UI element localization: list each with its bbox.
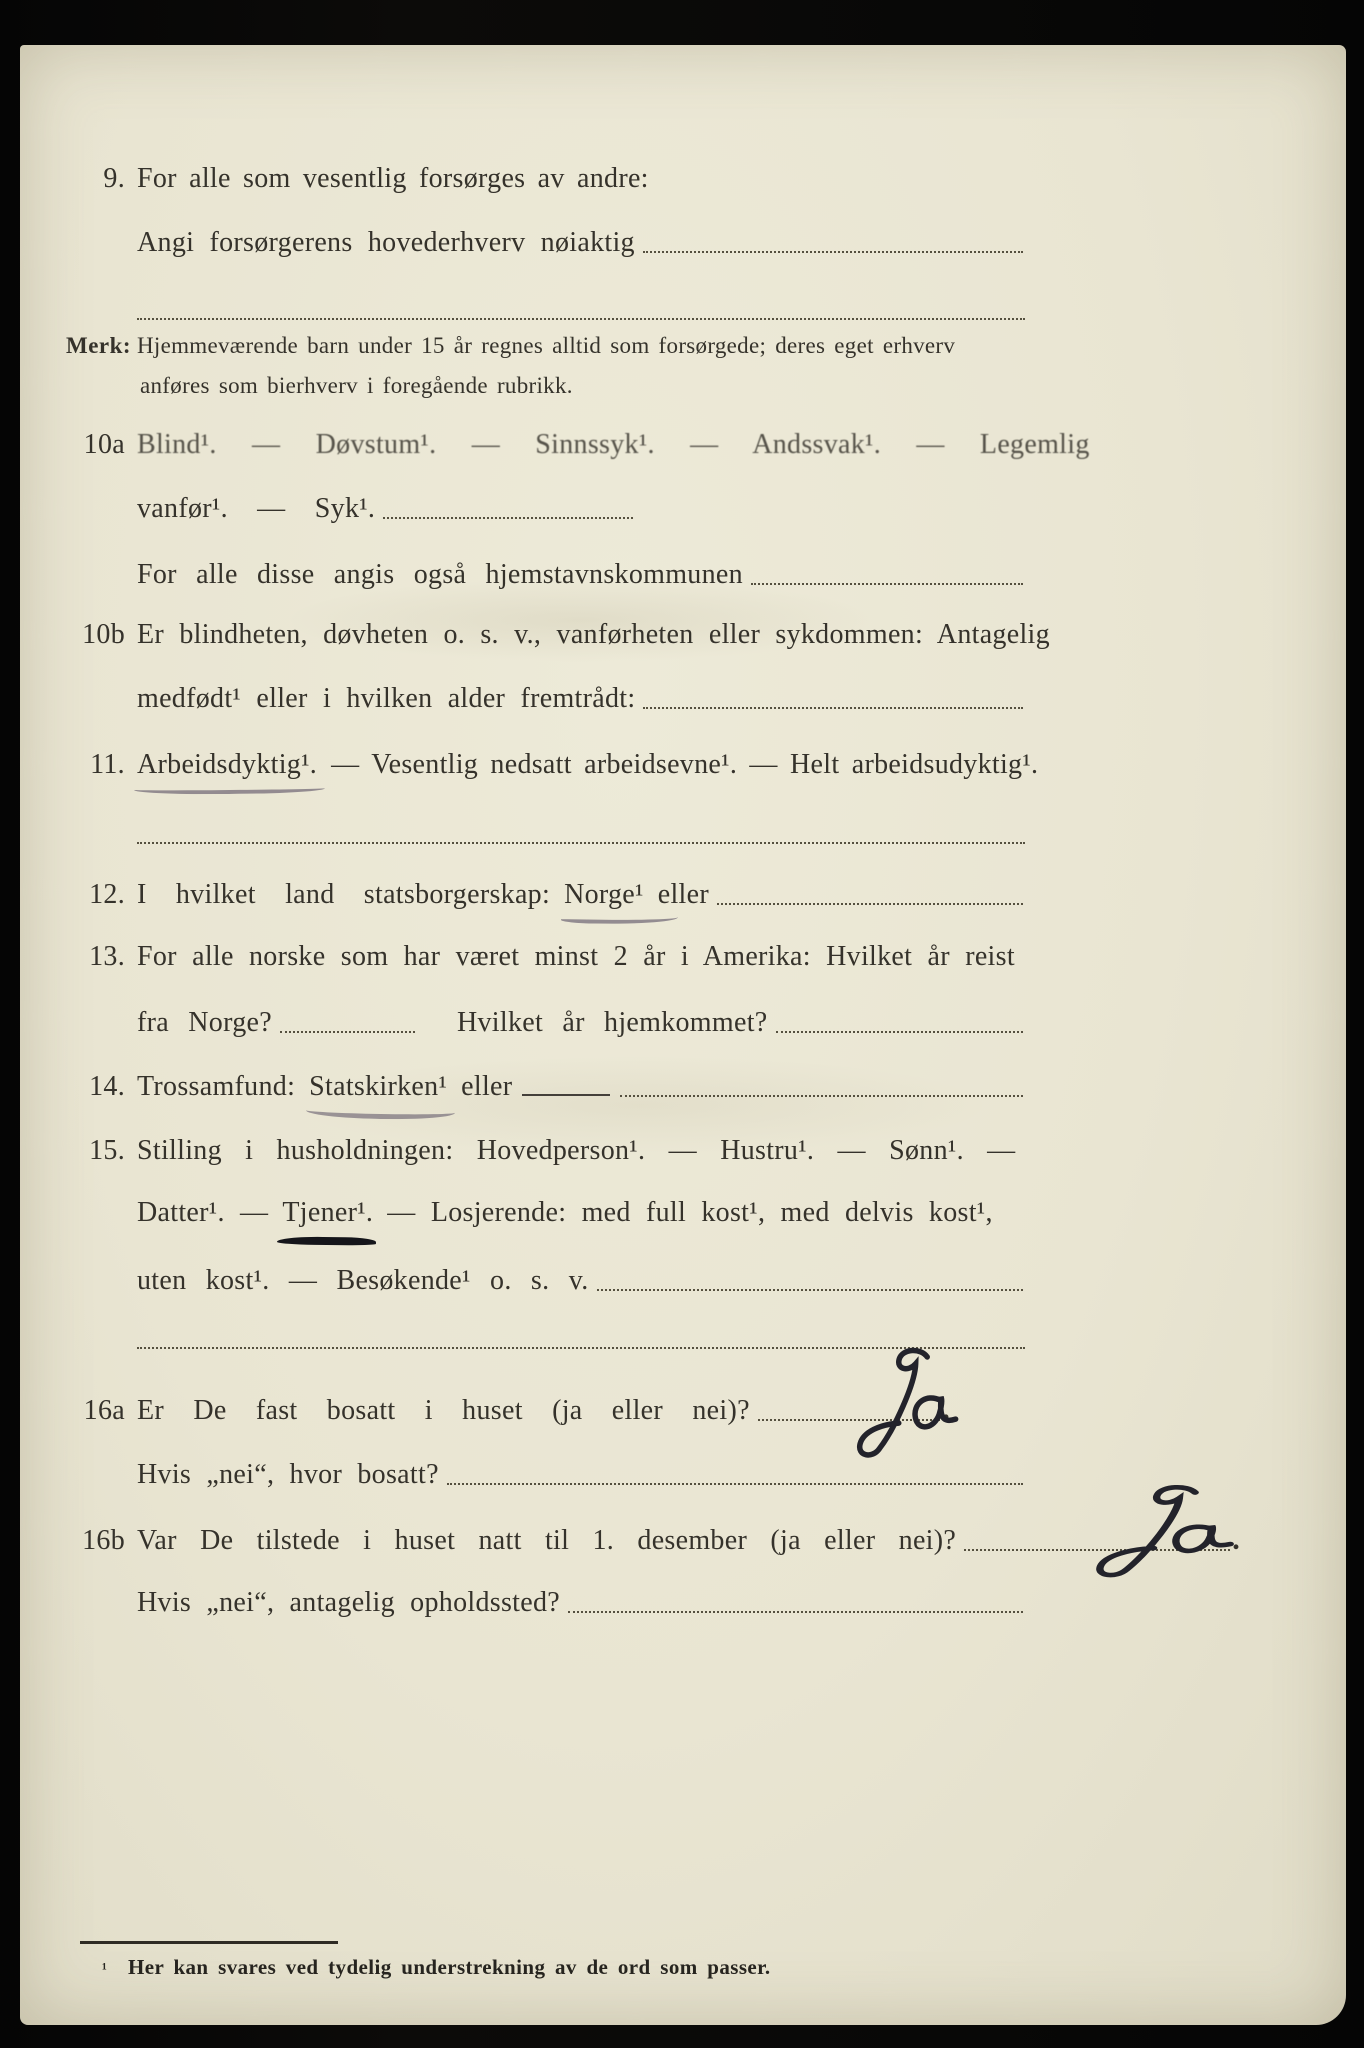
dotted-blank: [643, 247, 1023, 253]
question-text: medfødt¹ eller i hvilken alder fremtrådt:: [137, 683, 636, 714]
dotted-blank: [776, 1027, 1023, 1033]
dotted-blank: [597, 1285, 1023, 1291]
question-13-line-1: [80, 941, 1025, 973]
question-16a-line-1: [80, 1393, 950, 1427]
question-text: For alle norske som har været minst 2 år i Amerika: Hvilket år reist: [137, 941, 1015, 972]
merk-note-line-2: [140, 373, 1025, 399]
question-text: Var De tilstede i huset natt til 1. desember (ja eller nei)?: [137, 1525, 957, 1556]
question-16b-line-1: [80, 1523, 1240, 1557]
answer-period: .: [942, 1393, 950, 1426]
dotted-rule: [137, 298, 1025, 320]
underlined-word-statskirken: Statskirken¹: [309, 1071, 448, 1102]
solid-blank: [522, 1090, 610, 1096]
handwritten-ja-16b: [1068, 1483, 1243, 1588]
question-number: 16a: [83, 1395, 125, 1426]
question-text: Datter¹. —: [137, 1197, 269, 1228]
question-text: uten kost¹. — Besøkende¹ o. s. v.: [137, 1265, 589, 1296]
question-text: Blind¹. — Døvstum¹. — Sinnssyk¹. — Andssvak¹. — Legemlig: [137, 429, 1090, 460]
merk-note-line-1: [66, 333, 1025, 359]
question-15-line-3: [137, 1265, 1025, 1297]
underlined-word-arbeidsdyktig: Arbeidsdyktig¹.: [137, 749, 318, 780]
question-number: 10b: [82, 619, 125, 650]
question-9-line-1: [80, 163, 1025, 195]
footnote-rule: [80, 1941, 338, 1944]
question-text: — Losjerende: med full kost¹, med delvis kost¹,: [387, 1197, 993, 1228]
underlined-word-tjener: Tjener¹.: [282, 1197, 374, 1228]
question-9-line-2: [137, 227, 1025, 259]
dotted-blank: [643, 703, 1023, 709]
question-number: 15.: [89, 1135, 125, 1166]
dotted-blank: [751, 579, 1023, 585]
question-text: fra Norge?: [137, 1007, 272, 1038]
question-number: 12.: [89, 879, 125, 910]
question-text: Hvilket år hjemkommet?: [456, 1007, 768, 1038]
question-number: 16b: [82, 1525, 125, 1556]
question-16b-line-2: [137, 1587, 1025, 1619]
dotted-blank: [717, 899, 1023, 905]
question-text: Er blindheten, døvheten o. s. v., vanførheten eller sykdommen: Antagelig: [137, 619, 1050, 650]
merk-label: Merk:: [66, 333, 132, 358]
dotted-blank: [568, 1607, 1023, 1613]
question-12-line-1: [80, 879, 1025, 911]
dotted-blank: [280, 1027, 415, 1033]
footnote-marker: ¹: [102, 1961, 108, 1978]
question-number: 13.: [89, 941, 125, 972]
underlined-word-norge: Norge¹: [564, 879, 644, 910]
question-14-line-1: [80, 1071, 1025, 1103]
question-number: 9.: [103, 163, 125, 194]
question-10a-line-2: [137, 493, 1025, 525]
question-text: eller: [461, 1071, 513, 1102]
dotted-blank: [383, 513, 633, 519]
question-10b-line-1: [80, 619, 1050, 651]
answer-period: .: [1232, 1523, 1240, 1556]
question-10a-line-1: [80, 429, 1090, 461]
footnote-text: Her kan svares ved tydelig understrekning av de ord som passer.: [128, 1955, 771, 1979]
question-text: Stilling i husholdningen: Hovedperson¹. — Hustru¹. — Sønn¹. —: [137, 1135, 1016, 1166]
question-text: eller: [657, 879, 709, 910]
dotted-blank: [447, 1479, 1023, 1485]
question-text: Er De fast bosatt i huset (ja eller nei)?: [137, 1395, 750, 1426]
question-number: 11.: [90, 749, 125, 780]
footnote: [102, 1955, 1047, 1980]
question-11-line-1: [80, 749, 1039, 781]
question-text: vanfør¹. — Syk¹.: [137, 493, 376, 524]
question-10b-line-2: [137, 683, 1025, 715]
question-16a-line-2: [137, 1459, 1025, 1491]
question-15-line-1: [80, 1135, 1025, 1167]
dotted-blank: [620, 1091, 1023, 1097]
question-text: Trossamfund:: [137, 1071, 296, 1102]
question-text: For alle disse angis også hjemstavnskommunen: [137, 559, 743, 590]
census-form-page: [20, 45, 1346, 2025]
question-10a-line-3: [137, 559, 1025, 591]
question-13-line-2: [137, 1007, 1025, 1039]
question-number: 14.: [89, 1071, 125, 1102]
question-text: I hvilket land statsborgerskap:: [137, 879, 551, 910]
question-text: — Vesentlig nedsatt arbeidsevne¹. — Helt arbeidsudyktig¹.: [331, 749, 1039, 780]
dotted-rule: [137, 822, 1025, 844]
handwritten-ja-16a: [832, 1345, 967, 1470]
question-text: Hvis „nei“, antagelig opholdssted?: [137, 1587, 560, 1618]
question-number: 10a: [83, 429, 125, 460]
question-15-line-2: [137, 1197, 1025, 1229]
question-text: Angi forsørgerens hovederhverv nøiaktig: [137, 227, 635, 258]
merk-text: Hjemmeværende barn under 15 år regnes alltid som forsørgede; deres eget erhverv: [137, 333, 956, 358]
merk-text: anføres som bierhverv i foregående rubrikk.: [140, 373, 573, 398]
question-text: For alle som vesentlig forsørges av andre:: [137, 163, 649, 194]
question-text: Hvis „nei“, hvor bosatt?: [137, 1459, 439, 1490]
